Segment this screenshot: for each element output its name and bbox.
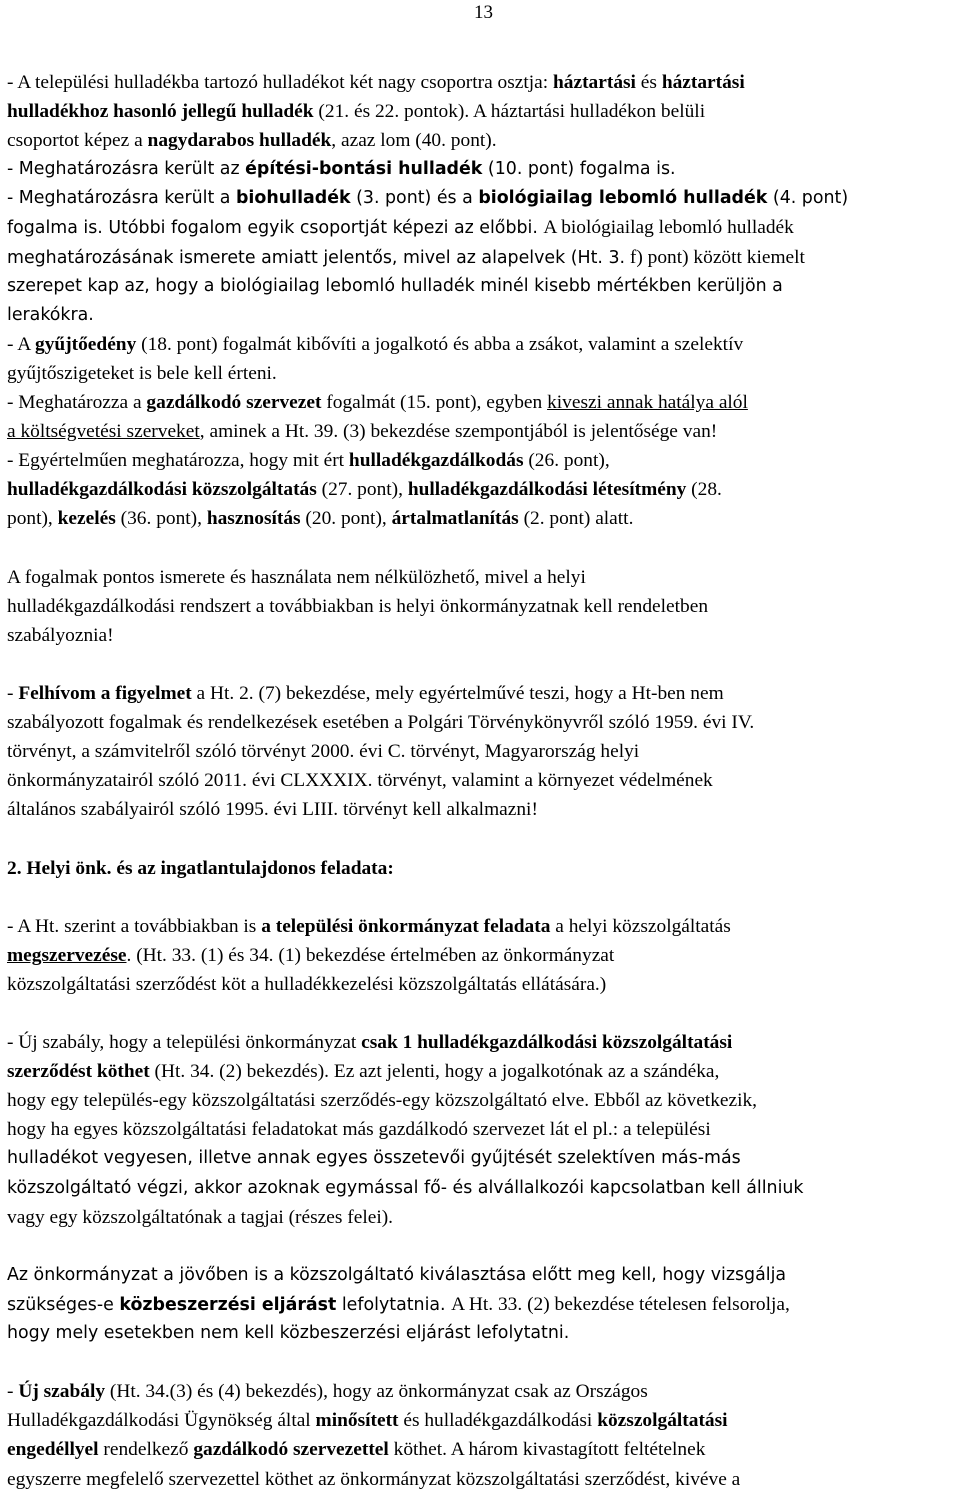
text-run: törvényt, a számvitelről szóló törvényt 2000. évi C. törvényt, Magyarország helyi [7, 741, 640, 763]
text-run: pont), [7, 508, 58, 530]
text-run: - A [7, 333, 36, 355]
text-run: kiveszi annak hatálya alól [547, 392, 748, 414]
text-line [7, 1319, 955, 1348]
text-run: - Új szabály, hogy a települési önkormányzat [7, 1032, 362, 1054]
text-line [7, 1174, 955, 1203]
text-run: gazdálkodó szervezet [146, 392, 322, 414]
text-run: biológiailag lebomló hulladék [478, 188, 768, 209]
text-run: vagy egy közszolgáltatónak a tagjai (részes felei). [7, 1206, 394, 1228]
paragraph-gap [7, 999, 955, 1028]
text-run: kezelés [57, 508, 116, 530]
page-number: 13 [474, 2, 493, 23]
text-run: ártalmatlanítás [391, 508, 519, 530]
text-line [7, 941, 955, 970]
text-run: Az önkormányzat a jövőben is a közszolgáltató kiválasztása előtt meg kell, hogy vizsgálja [7, 1264, 787, 1285]
text-run: köthet. A három kivastagított feltételnek [388, 1439, 706, 1461]
text-run: hulladékgazdálkodási létesítmény [407, 479, 687, 501]
text-line [7, 766, 955, 795]
text-line [7, 504, 955, 533]
text-run: a települési önkormányzat feladata [261, 915, 551, 937]
text-run: (18. pont) fogalmát kibővíti a jogalkotó és abba a zsákot, valamint a szelektív [136, 333, 744, 355]
text-run: háztartási [661, 72, 745, 93]
text-line [7, 388, 955, 417]
paragraph-gap [7, 824, 955, 853]
text-run: szerepet kap az, hogy a biológiailag lebomló hulladék minél kisebb mértékben kerüljön a [7, 275, 783, 296]
text-run: - A Ht. szerint a továbbiakban is [7, 915, 262, 937]
text-line [7, 155, 955, 184]
text-run: - [7, 682, 19, 704]
text-run: a költségvetési szerveket [7, 421, 200, 443]
text-run: csoportot képez a [7, 130, 148, 152]
text-run: hasznosítás [206, 508, 301, 530]
text-line [7, 1203, 955, 1232]
text-line [7, 795, 955, 824]
text-line [7, 1435, 955, 1464]
text-run: hulladékgazdálkodási közszolgáltatás [7, 479, 317, 501]
text-run: (36. pont), [115, 508, 207, 530]
text-run: szükséges-e [7, 1294, 120, 1315]
text-run: hogy mely esetekben nem kell közbeszerzési eljárást lefolytatni. [7, 1323, 570, 1344]
text-line [7, 563, 955, 592]
text-run: általános szabályairól szóló 1995. évi LIII. törvényt kell alkalmazni! [7, 799, 538, 821]
text-run: csak 1 hulladékgazdálkodási közszolgáltatási [361, 1032, 733, 1054]
text-run: rendelkező [98, 1439, 194, 1461]
text-line [7, 1144, 955, 1173]
text-line [7, 1465, 955, 1494]
text-run: a helyi közszolgáltatás [550, 915, 731, 937]
text-line [7, 708, 955, 737]
text-run: minősített [315, 1410, 399, 1432]
text-run: hulladékhoz hasonló jellegű hulladék [7, 101, 314, 123]
text-run: gyűjtőedény [35, 333, 137, 355]
text-run: háztartási [553, 72, 636, 93]
text-run: közszolgáltató végzi, akkor azoknak egymással fő- és alvállalkozói kapcsolatban kell állniuk [7, 1177, 804, 1198]
text-line [7, 126, 955, 155]
text-run: és [635, 72, 662, 93]
text-run: fogalma is. Utóbbi fogalom egyik csoportját képezi az előbbi. [7, 218, 544, 239]
text-line [7, 1406, 955, 1435]
text-line [7, 970, 955, 999]
text-run: - Meghatározásra került a [7, 188, 236, 209]
text-run: - Egyértelműen meghatározza, hogy mit ért [7, 450, 349, 472]
text-run: közszolgáltatási szerződést köt a hulladékkezelési közszolgáltatás ellátására.) [7, 973, 607, 995]
text-run: egyszerre megfelelő szervezettel köthet az önkormányzat közszolgáltatási szerződést, kivéve a [7, 1468, 741, 1490]
paragraph-gap [7, 534, 955, 563]
text-line [7, 301, 955, 330]
text-line [7, 213, 955, 242]
text-line [7, 68, 955, 97]
text-run: és az ingatlantulajdonos feladata: [116, 857, 394, 879]
text-line [7, 912, 955, 941]
text-line [7, 1086, 955, 1115]
text-run: engedéllyel [7, 1439, 99, 1461]
text-run: építési-bontási hulladék [245, 159, 483, 180]
text-run: f) pont) között kiemelt [625, 246, 805, 268]
text-line [7, 1261, 955, 1290]
text-line [7, 184, 955, 213]
text-run: 2. Helyi önk. [7, 857, 112, 879]
text-line [7, 330, 955, 359]
text-run: fogalmát (15. pont), egyben [321, 392, 548, 414]
text-run: - [7, 1381, 19, 1403]
text-run: meghatározásának ismerete amiatt jelentős, mivel az alapelvek (Ht. 3. [7, 247, 626, 268]
text-line [7, 97, 955, 126]
text-run: nagydarabos hulladék [147, 130, 332, 152]
text-line [7, 359, 955, 388]
text-line [7, 243, 955, 272]
text-run: lerakókra. [7, 304, 94, 325]
text-run: (20. pont), [300, 508, 392, 530]
text-run: szerződést köthet [7, 1061, 150, 1083]
text-line [7, 272, 955, 301]
text-run: - A települési hulladékba tartozó hulladékot két nagy csoportra osztja: [7, 72, 554, 93]
paragraph-gap [7, 1232, 955, 1261]
text-run: , aminek a Ht. 39. (3) bekezdése szempontjából is jelentősége van! [199, 421, 718, 443]
paragraph-gap [7, 883, 955, 912]
text-line [7, 1115, 955, 1144]
text-run: közbeszerzési eljárást [119, 1294, 337, 1315]
text-run: Új szabály [18, 1381, 106, 1403]
text-run: (21. és 22. pontok). A háztartási hulladékon belüli [313, 101, 706, 123]
text-run: (26. pont), [523, 450, 610, 472]
text-run: (3. pont) és a [350, 188, 479, 209]
paragraph-gap [7, 1348, 955, 1377]
text-run: A fogalmak pontos ismerete és használata nem nélkülözhető, mivel a helyi [7, 566, 586, 588]
text-run: és hulladékgazdálkodási [398, 1410, 598, 1432]
text-run: (Ht. 34. (2) bekezdés). Ez azt jelenti, hogy a jogalkotónak az a szándéka, [149, 1061, 720, 1083]
text-run: (2. pont) alatt. [518, 508, 634, 530]
text-run: gazdálkodó szervezettel [193, 1439, 389, 1461]
text-line [7, 737, 955, 766]
text-run: A Ht. 33. (2) bekezdése tételesen felsorolja, [451, 1293, 790, 1315]
text-run: hogy ha egyes közszolgáltatási feladatokat más gazdálkodó szervezet lát el pl.: a települési [7, 1119, 711, 1141]
text-run: - Meghatározásra került az [7, 159, 246, 180]
text-line [7, 475, 955, 504]
text-run: (4. pont) [767, 188, 849, 209]
text-line [7, 592, 955, 621]
text-line [7, 854, 955, 883]
text-run: (27. pont), [316, 479, 408, 501]
text-line [7, 1377, 955, 1406]
text-run: , azaz lom (40. pont). [331, 130, 497, 152]
text-run: Hulladékgazdálkodási Ügynökség által [7, 1410, 316, 1432]
text-run: A biológiailag lebomló hulladék [543, 217, 794, 239]
text-run: hogy egy település-egy közszolgáltatási szerződés-egy közszolgáltató elve. Ebből az következik, [7, 1090, 758, 1112]
text-run: (10. pont) fogalma is. [482, 159, 676, 180]
text-run: szabályozott fogalmak és rendelkezések esetében a Polgári Törvénykönyvről szóló 1959. évi IV. [7, 712, 755, 734]
text-line [7, 679, 955, 708]
text-run: gyűjtőszigeteket is bele kell érteni. [7, 362, 277, 384]
text-line [7, 1028, 955, 1057]
text-run: megszervezése [7, 944, 127, 966]
text-run: közszolgáltatási [597, 1410, 728, 1432]
text-run: (Ht. 34.(3) és (4) bekezdés), hogy az önkormányzat csak az Országos [105, 1381, 648, 1403]
text-line [7, 1290, 955, 1319]
text-run: hulladékot vegyesen, illetve annak egyes összetevői gyűjtését szelektíven más-más [7, 1148, 741, 1169]
text-run: Felhívom a figyelmet [18, 682, 192, 704]
text-line [7, 1057, 955, 1086]
text-line [7, 621, 955, 650]
text-run: önkormányzatairól szóló 2011. évi CLXXXIX. törvényt, valamint a környezet védelmének [7, 770, 713, 792]
paragraph-gap [7, 650, 955, 679]
text-run: hulladékgazdálkodási rendszert a továbbiakban is helyi önkormányzatnak kell rendeletben [7, 595, 709, 617]
text-run: lefolytatnia. [336, 1294, 452, 1315]
text-run: szabályoznia! [7, 624, 114, 646]
text-run: (28. [686, 479, 722, 501]
text-line [7, 417, 955, 446]
text-run: . (Ht. 33. (1) és 34. (1) bekezdése értelmében az önkormányzat [126, 944, 615, 966]
text-run: biohulladék [235, 188, 351, 209]
text-run: hulladékgazdálkodás [348, 450, 524, 472]
text-line [7, 446, 955, 475]
text-run: a Ht. 2. (7) bekezdése, mely egyértelművé teszi, hogy a Ht-ben nem [191, 682, 724, 704]
body-text [7, 68, 955, 1494]
text-run: - Meghatározza a [7, 392, 147, 414]
